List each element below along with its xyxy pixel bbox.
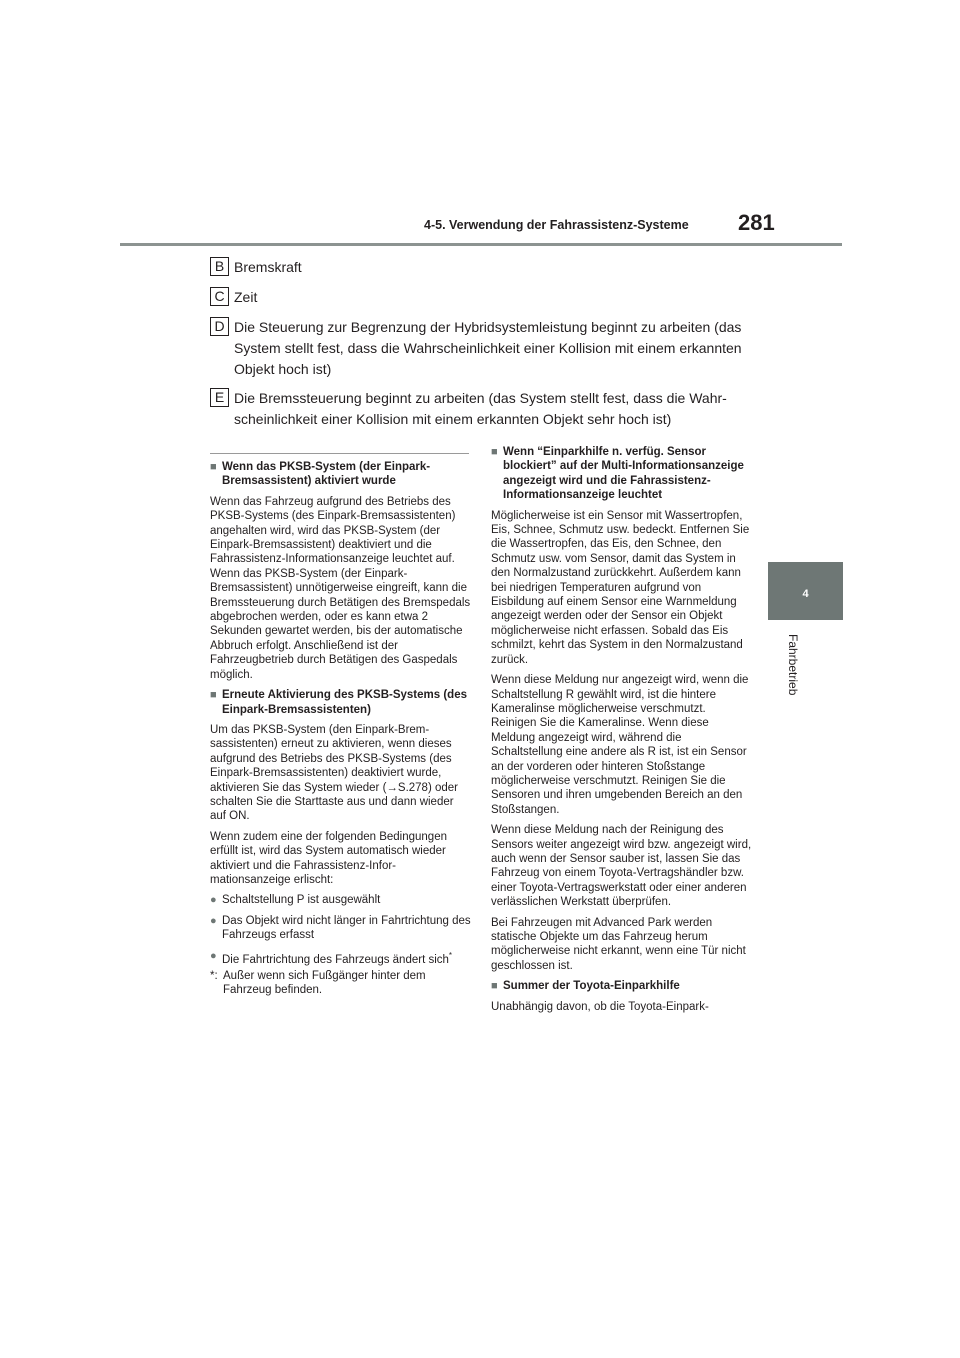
paragraph: Wenn diese Meldung nach der Reinigung des Sensors weiter angezeigt wird bzw. angezeigt wird, auch wenn der Sensor sauber ist, lassen Sie das Fahrzeug von einem Toyota-Vertragshändler bzw. einer Toyota-Vertragswerkstatt oder einer anderen verlässlichen Werkstatt überprüfen. <box>491 824 752 909</box>
square-bullet-icon: ■ <box>210 689 217 702</box>
section-heading-text: Summer der Toyota-Einparkhilfe <box>503 980 680 993</box>
legend-letter-box: E <box>210 388 229 407</box>
paragraph: Unabhängig davon, ob die Toyota-Einpark- <box>491 1000 709 1013</box>
section-heading <box>491 979 753 993</box>
header-section-title: 4-5. Verwendung der Fahrassistenz-Systeme <box>424 218 689 232</box>
right-column <box>491 445 753 1020</box>
section-heading <box>210 688 472 717</box>
legend-text: Zeit <box>234 289 258 305</box>
left-column <box>210 460 472 998</box>
list-item <box>210 914 472 943</box>
circle-bullet-icon: ● <box>210 894 217 907</box>
paragraph: Wenn diese Meldung nur angezeigt wird, wenn die Schaltstellung R gewählt wird, ist die hintere Kameralinse möglicherweise verschmutzt. Reinigen Sie die Kameralinse. Wenn diese Meldung angezeigt wird, während die Schaltstellung eine andere als R ist, ist ein Sensor an der vorderen oder hinteren Stoßstange möglicherweise verschmutzt. Reinigen Sie die Sensoren und ihren umgebenden Bereich an den Stoßstangen. <box>491 674 749 816</box>
list-item <box>210 949 472 967</box>
paragraph: Möglicherweise ist ein Sensor mit Wassertropfen, Eis, Schnee, Schmutz usw. bedeckt. Entfernen Sie die Wassertropfen, das Eis, den Schnee, den Schmutz usw. vom Sensor, damit das System in den Normalzustand zurückkehrt. Außerdem kann bei niedrigen Temperaturen aufgrund von Eisbildung auf einem Sensor eine Warnmeldung angezeigt werden oder der Sensor ein Objekt möglicherweise nicht erfassen. Sobald das Eis schmilzt, kehrt das System in den Normalzustand zurück. <box>491 509 750 666</box>
square-bullet-icon: ■ <box>491 446 498 458</box>
legend-letter-box: B <box>210 257 229 276</box>
list-item-text: Schaltstellung P ist ausgewählt <box>222 894 381 907</box>
chapter-label <box>784 634 804 714</box>
header-rule <box>120 243 842 246</box>
legend-letter-box: C <box>210 287 229 306</box>
paragraph: Um das PKSB-System (den Einpark-Bremsassistenten) erneut zu aktivieren, wenn dieses aufgrund des Betriebs des PKSB-Systems (des Einpark-Bremsassistenten) deaktiviert wurde, aktivieren Sie das System wieder (→S.278) oder schalten Sie die Starttaste aus und dann wieder auf ON. <box>210 723 458 823</box>
paragraph: Wenn zudem eine der folgenden Bedingungen erfüllt ist, wird das System automatisch wieder aktiviert und die Fahrassistenz-Informationsanzeige erlischt: <box>210 830 447 886</box>
section-heading <box>210 460 472 489</box>
footnote-text: Außer wenn sich Fußgänger hinter dem Fahrzeug befinden. <box>223 969 426 997</box>
list-item-text: Die Fahrtrichtung des Fahrzeugs ändert sich <box>222 953 449 966</box>
section-heading-text: Erneute Aktivierung des PKSB-Systems (des Einpark-Bremsassistenten) <box>222 689 467 716</box>
chapter-tab <box>768 562 843 620</box>
paragraph: Wenn das Fahrzeug aufgrund des Betriebs des PKSB-Systems (des Einpark-Bremsassistenten) angehalten wird, wird das PKSB-System (der Einpark-Bremsassistent) deaktiviert und die Fahrassistenz-Informationsanzeige leuchtet auf. Wenn das PKSB-System (der Einpark-Bremsassistent) unnötigerweise eingreift, kann die Bremssteuerung durch Betätigen des Bremspedals abgebrochen werden, oder es kann etwa 2 Sekunden gewartet werden, bis der automatische Abbruch erfolgt. Anschließend ist der Fahrzeugbetrieb durch Betätigen des Gaspedals möglich. <box>210 495 471 681</box>
chapter-number: 4 <box>802 588 809 600</box>
legend-text: Bremskraft <box>234 259 302 275</box>
circle-bullet-icon: ● <box>210 949 217 962</box>
paragraph: Bei Fahrzeugen mit Advanced Park werden statische Objekte um das Fahrzeug herum möglicherweise nicht erkannt, wenn eine Tür nicht geschlossen ist. <box>491 916 746 972</box>
page-number: 281 <box>738 210 775 235</box>
column-rule <box>210 453 469 454</box>
legend-letter-box: D <box>210 317 229 336</box>
legend-text: Die Steuerung zur Begrenzung der Hybridsystemleistung beginnt zu arbeiten (das System stellt fest, dass die Wahrscheinlichkeit einer Kollision mit einem erkannten Objekt hoch ist) <box>234 319 742 377</box>
circle-bullet-icon: ● <box>210 914 217 927</box>
footnote-mark: *: <box>210 969 218 982</box>
list-item-text: Das Objekt wird nicht länger in Fahrtrichtung des Fahrzeugs erfasst <box>222 914 471 942</box>
chapter-label-text: Fahrbetrieb <box>786 634 800 696</box>
legend-text: Die Bremssteuerung beginnt zu arbeiten (das System stellt fest, dass die Wahrscheinlichkeit einer Kollision mit einem erkannten Objekt sehr hoch ist) <box>234 390 727 427</box>
square-bullet-icon: ■ <box>491 980 498 993</box>
list-item-content <box>222 949 452 967</box>
square-bullet-icon: ■ <box>210 461 217 473</box>
section-heading-text: Wenn “Einparkhilfe n. verfüg. Sensor blockiert” auf der Multi-Informationsanzeige angezeigt wird und die Fahrassistenz-Informationsanzeige leuchtet <box>503 446 744 502</box>
section-heading-text: Wenn das PKSB-System (der Einpark-Bremsassistent) aktiviert wurde <box>222 461 431 488</box>
footnote <box>210 969 472 998</box>
section-heading <box>491 445 753 503</box>
footnote-reference: * <box>448 950 453 960</box>
list-item <box>210 893 472 907</box>
